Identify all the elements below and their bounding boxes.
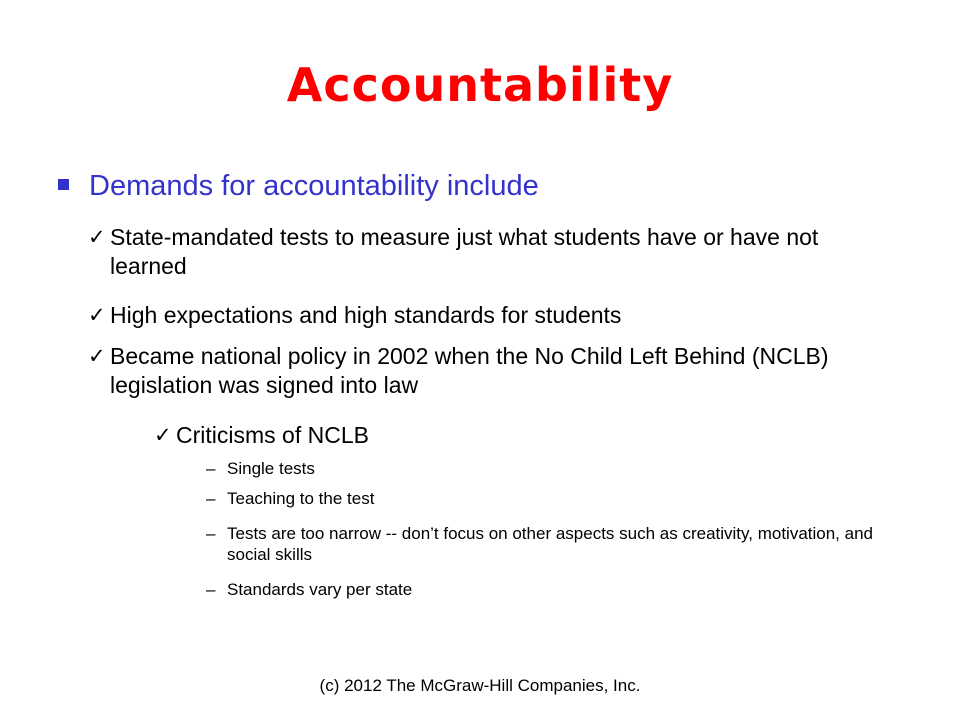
dash-bullet: – [206,524,216,543]
check-item [88,342,840,400]
dash-item [208,579,887,600]
checkmark-icon: ✓ [154,424,172,447]
check-item [88,223,840,281]
dash-item-text: Tests are too narrow -- don’t focus on other aspects such as creativity, motivation, and social skills [227,524,873,564]
square-bullet-icon [58,179,69,190]
dash-item-text: Standards vary per state [227,580,413,599]
dash-item-text: Single tests [227,459,315,478]
dash-bullet: – [206,459,216,478]
checkmark-icon: ✓ [88,226,106,249]
checkmark-icon: ✓ [88,304,106,327]
copyright-footer: (c) 2012 The McGraw-Hill Companies, Inc. [319,676,641,695]
sub-check-text: Criticisms of NCLB [176,422,369,448]
check-item-text: Became national policy in 2002 when the No Child Left Behind (NCLB) legislation was signed into law [110,343,829,398]
sub-check-item [154,421,369,450]
check-item [88,301,840,330]
dash-item [208,488,887,509]
dash-item-text: Teaching to the test [227,489,375,508]
main-bullet [58,170,539,203]
main-bullet-text: Demands for accountability include [89,170,539,202]
checkmark-icon: ✓ [88,345,106,368]
dash-item [208,523,887,565]
dash-bullet: – [206,580,216,599]
check-item-text: State-mandated tests to measure just what students have or have not learned [110,224,819,279]
dash-bullet: – [206,489,216,508]
slide-title: Accountability [286,58,674,112]
check-item-text: High expectations and high standards for students [110,302,622,328]
dash-item [208,458,887,479]
